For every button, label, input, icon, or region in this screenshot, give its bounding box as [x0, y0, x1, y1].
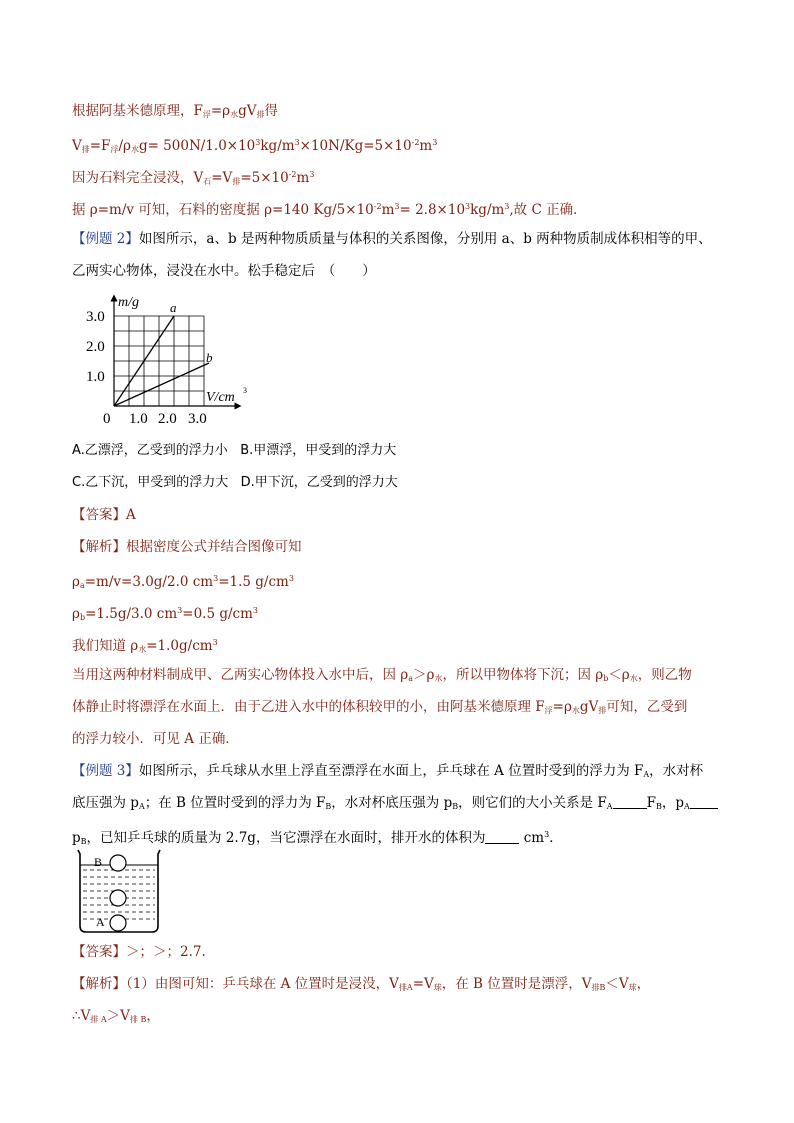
answer-3-tag: 【答案】 [72, 944, 126, 960]
y-tick-2: 2.0 [86, 339, 105, 355]
example-2-line-2: 乙两实心物体，浸没在水中。松手稳定后 （ ） [72, 263, 376, 279]
example-3-line-1: 【例题 3】如图所示，乒乓球从水里上浮直至漂浮在水面上，乒乓球在 A 位置时受到的浮力为 $F_A$，水对杯 [72, 763, 704, 779]
mass-volume-graph [78, 292, 258, 432]
options-line-2 [72, 474, 398, 492]
line-b-label: b [206, 350, 213, 365]
analysis-3-line-2: $\therefore V_{排 A}>V_{排 B}$， [72, 1008, 160, 1024]
text-line-2: $V_排=F_浮/\rho_水g= 500N/1.0\times 10^3kg/m^3\times 10N/Kg=5\times 10^{-2}m^3$ [72, 138, 438, 154]
x-axis-label-exponent: 3 [243, 386, 247, 395]
answer-3-line [72, 943, 206, 961]
analysis-3-tag: 【解析】 [72, 976, 126, 992]
text-line-1: 根据阿基米德原理，$F_浮=\rho_水gV_排$得 [72, 103, 279, 119]
y-axis-label: m/g [118, 295, 139, 310]
option-b: B.甲漂浮，甲受到的浮力大 [240, 443, 397, 458]
example-3-tag: 【例题 3】 [72, 763, 139, 779]
analysis-2-para-1: 当用这两种材料制成甲、乙两实心物体投入水中后，因 $\rho_a>\rho_水$，所以甲物体将下沉；因 $\rho_b<\rho_水$，则乙物 [72, 667, 692, 683]
option-c: C.乙下沉，甲受到的浮力大 [72, 475, 229, 490]
line-a-label: a [170, 300, 177, 315]
origin-label: 0 [103, 411, 111, 427]
y-tick-3: 3.0 [86, 309, 105, 325]
density-a-line: $\rho_a=m/v=3.0g/2.0$ $cm^3=1.5$ $g/cm^3$ [72, 574, 294, 590]
analysis-2-tag: 【解析】 [72, 539, 126, 555]
answer-3-value: ＞；＞；2.7. [126, 944, 206, 960]
option-a: A.乙漂浮，乙受到的浮力小 [72, 443, 228, 458]
text-line-3: 因为石料完全浸没，$V_石=V_排=5\times 10^{-2}m^3$ [72, 170, 315, 186]
example-2-line-1: 【例题 2】如图所示，a、b 是两种物质质量与体积的关系图像，分别用 a、b 两种物质制成体积相等的甲、 [72, 231, 712, 247]
y-tick-1: 1.0 [86, 369, 105, 385]
label-b: B [94, 855, 103, 869]
example-3-line-3: $p_B$，已知乒乓球的质量为 2.7g，当它漂浮在水面时，排开水的体积为 $cm^3$． [72, 830, 563, 846]
answer-2-value: A [126, 507, 136, 523]
analysis-2-para-3: 的浮力较小．可见 A 正确． [72, 731, 239, 747]
answer-blank-3[interactable] [485, 831, 519, 844]
analysis-2-line: 【解析】根据密度公式并结合图像可知 [72, 539, 302, 555]
example-2-tag: 【例题 2】 [72, 231, 139, 247]
answer-blank-1[interactable] [613, 796, 647, 809]
analysis-2-para-2: 体静止时将漂浮在水面上．由于乙进入水中的体积较甲的小，由阿基米德原理 $F_浮=\rho_水gV_排$可知，乙受到 [72, 699, 688, 715]
graph-grid [114, 316, 204, 406]
options-line-1 [72, 442, 396, 460]
text-line-4: 据 ρ=m/v 可知，石料的密度据 ρ=140 $Kg/5\times 10^{-2}m^3= 2.8\times 10^3kg/m^3$,故 C 正确． [72, 202, 587, 218]
x-axis-label: V/cm [206, 390, 235, 405]
density-b-line: $\rho_b=1.5g/3.0$ $cm^3=0.5$ $g/cm^3$ [72, 606, 258, 622]
analysis-3-line-1: 【解析】（1）由图可知：乒乓球在 A 位置时是浸没，$V_{排A}=V_球$，在 B 位置时是漂浮，$V_{排B}<V_球$， [72, 976, 651, 992]
water-density-line: 我们知道 $\rho_水=1.0g/cm^3$ [72, 638, 218, 654]
x-tick-3: 3.0 [188, 411, 207, 427]
x-tick-1: 1.0 [129, 411, 148, 427]
label-a: A [96, 915, 105, 929]
answer-2-tag: 【答案】 [72, 507, 126, 523]
option-d: D.甲下沉，乙受到的浮力大 [240, 475, 398, 490]
ball-position-a [110, 915, 126, 931]
beaker-figure [74, 846, 164, 936]
answer-blank-2[interactable] [690, 796, 718, 809]
ball-middle [110, 890, 126, 906]
answer-2-line [72, 506, 136, 524]
example-3-line-2: 底压强为 $p_A$；在 B 位置时受到的浮力为 $F_B$，水对杯底压强为 $p_B$，则它们的大小关系是 $F_A$ $F_B$，$p_A$ [72, 794, 718, 816]
x-tick-2: 2.0 [158, 411, 177, 427]
ball-position-b [110, 855, 126, 871]
